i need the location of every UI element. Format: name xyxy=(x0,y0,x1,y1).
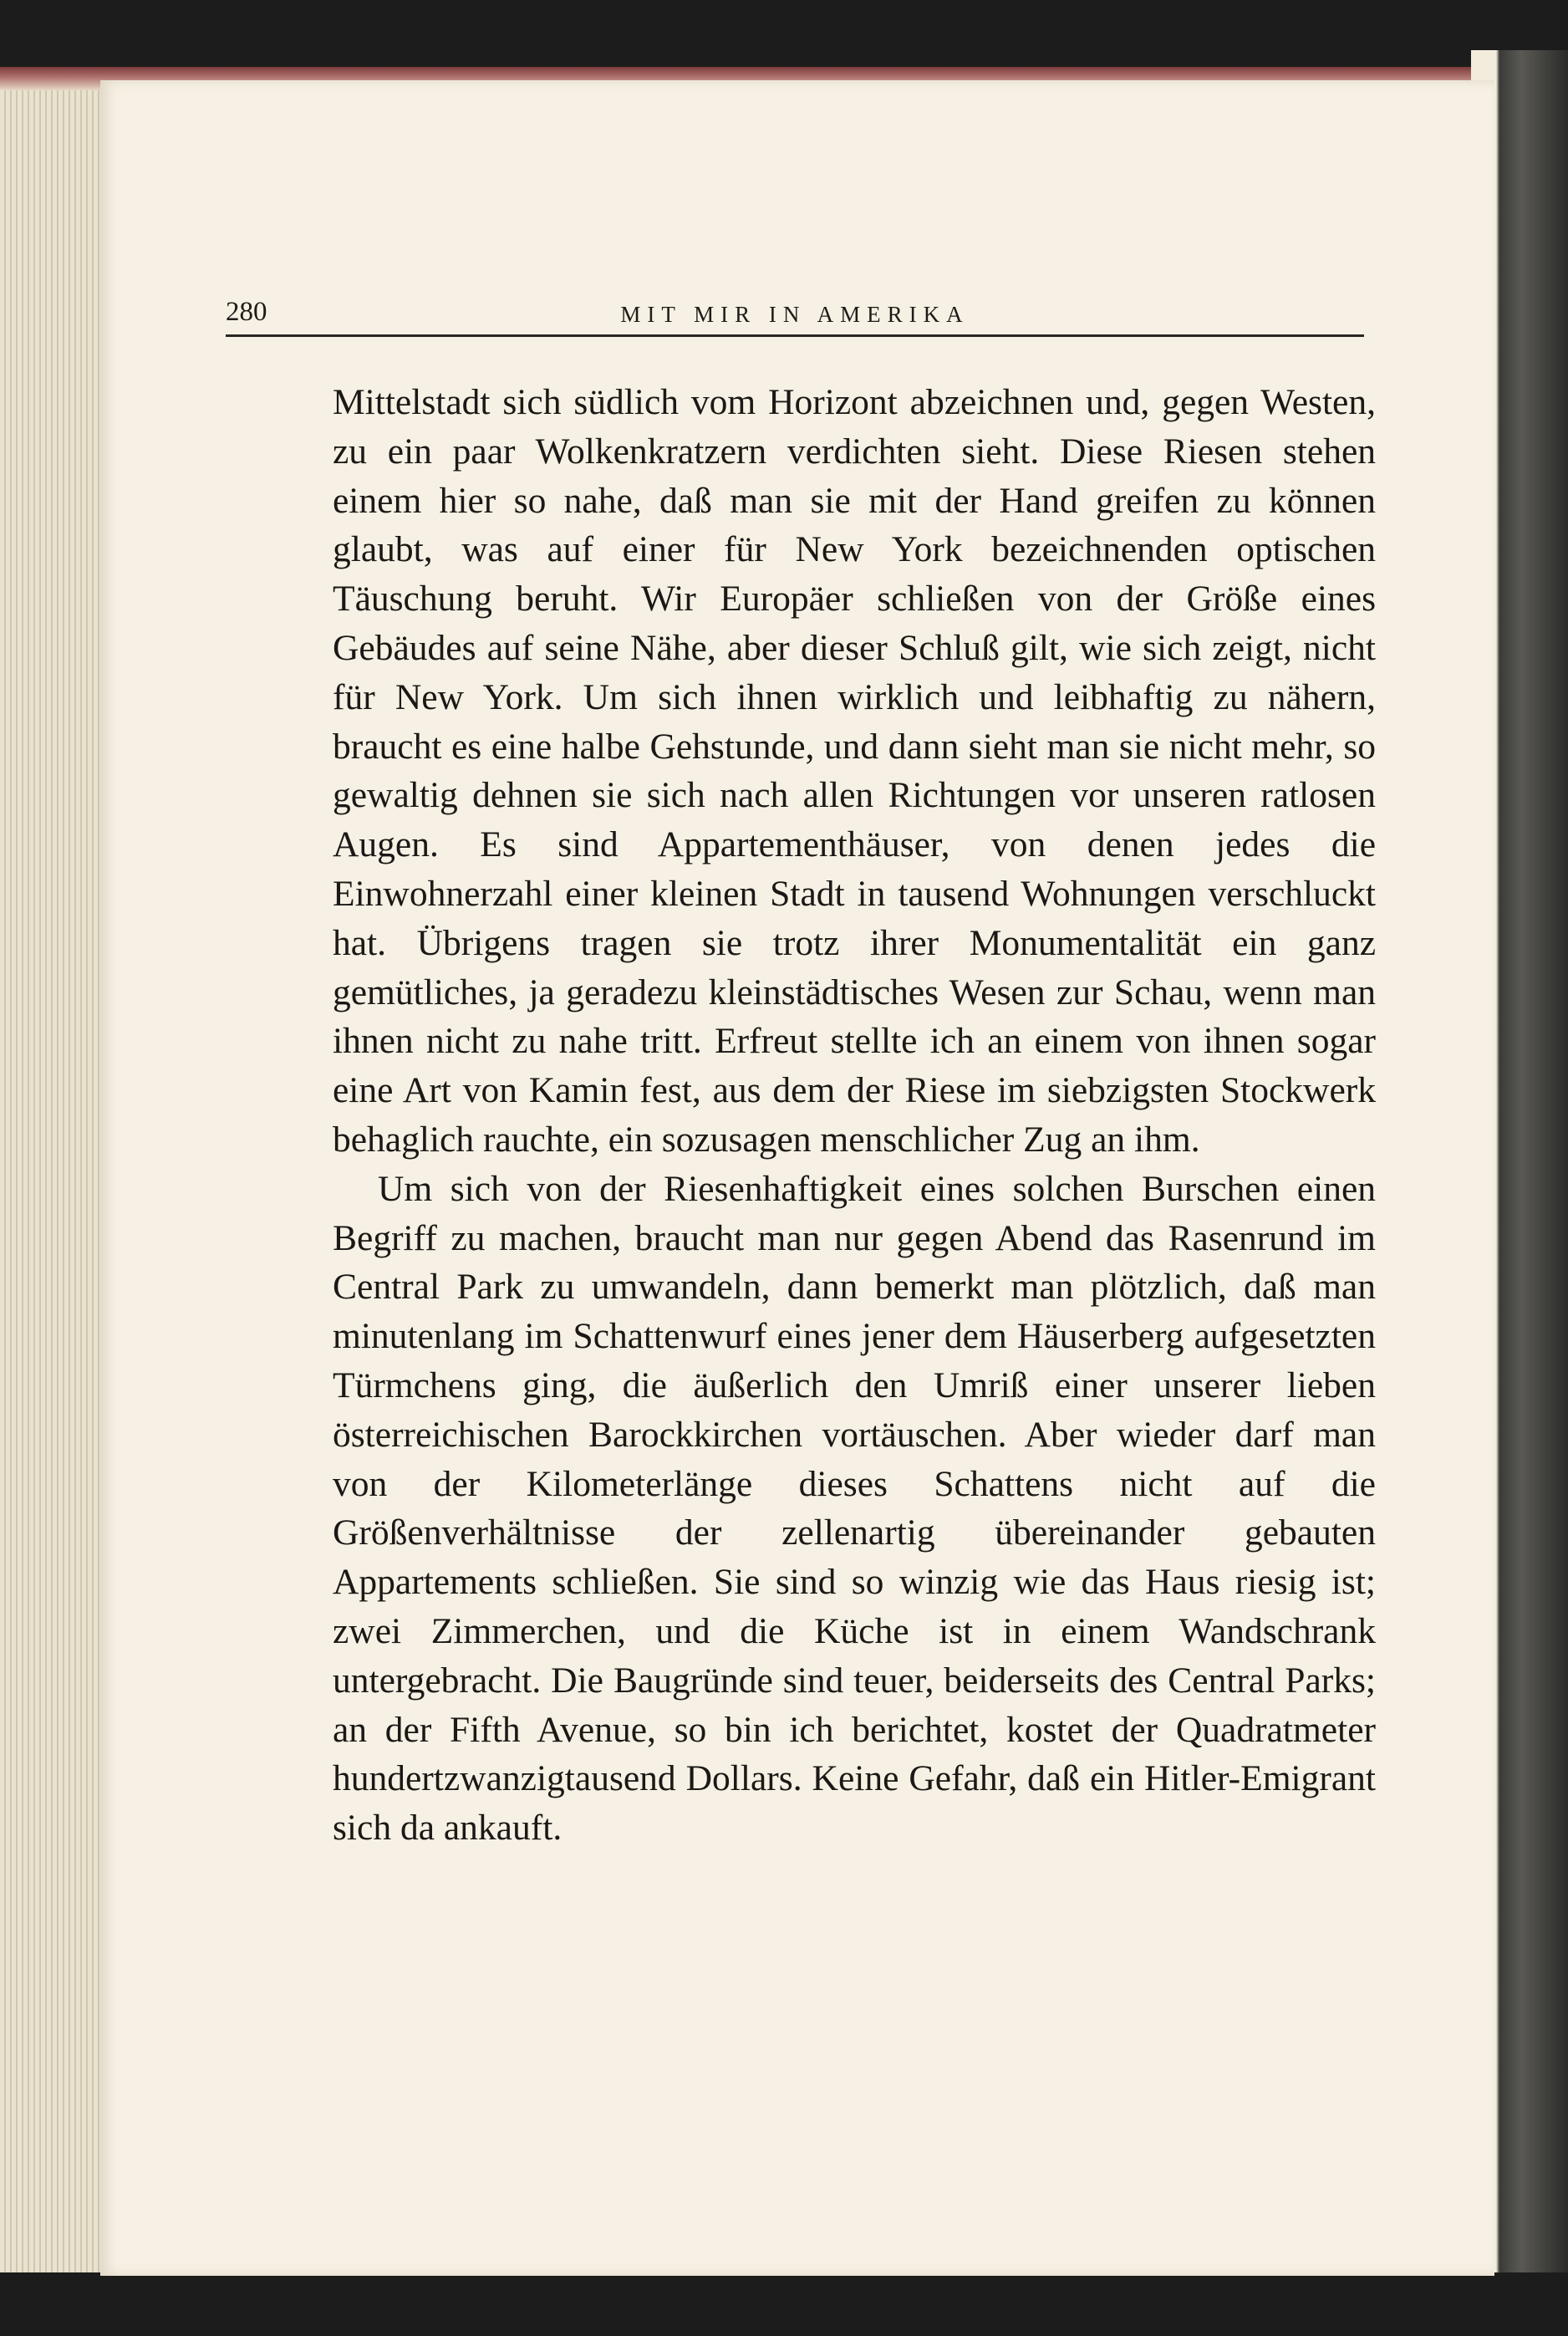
page-stack-edges xyxy=(0,67,109,2274)
book-title: MIT MIR IN AMERIKA xyxy=(620,302,970,327)
paragraph: Mittelstadt sich südlich vom Horizont abzeichnen und, gegen Westen, zu ein paar Wolkenkratzern verdichten sieht. Diese Riesen stehen einem hier so nahe, daß man sie mit der Hand greifen zu können glaubt, was auf einer für New York bezeichnenden optischen Täuschung beruht. Wir Europäer schließen von der Größe eines Gebäudes auf seine Nähe, aber dieser Schluß gilt, wie sich zeigt, nicht für New York. Um sich ihnen wirklich und leibhaftig zu nähern, braucht es eine halbe Gehstunde, und dann sieht man sie nicht mehr, so gewaltig dehnen sie sich nach allen Richtungen vor unseren ratlosen Augen. Es sind Appartementhäuser, von denen jedes die Einwohnerzahl einer kleinen Stadt in tausend Wohnungen verschluckt hat. Übrigens tragen sie trotz ihrer Monumentalität ein ganz gemütliches, ja geradezu kleinstädtisches Wesen zur Schau, wenn man ihnen nicht zu nahe tritt. Erfreut stellte ich an einem von ihnen sogar eine Art von Kamin fest, aus dem der Riese im siebzigsten Stockwerk behaglich rauchte, ein sozusagen menschlicher Zug an ihm. xyxy=(333,382,1376,1160)
body-text xyxy=(333,378,1376,1853)
running-head xyxy=(226,288,1364,337)
paragraph: Um sich von der Riesenhaftigkeit eines solchen Burschen einen Begriff zu machen, braucht man nur gegen Abend das Rasenrund im Central Park zu umwandeln, dann bemerkt man plötzlich, daß man minutenlang im Schattenwurf eines jener dem Häuserberg aufgesetzten Türmchens ging, die äußerlich den Umriß einer unserer lieben österreichischen Barockkirchen vortäuschen. Aber wieder darf man von der Kilometerlänge dieses Schattens nicht auf die Größenverhältnisse der zellenartig übereinander gebauten Appartements schließen. Sie sind so winzig wie das Haus riesig ist; zwei Zimmerchen, und die Küche ist in einem Wandschrank untergebracht. Die Baugründe sind teuer, beiderseits des Central Parks; an der Fifth Avenue, so bin ich berichtet, kostet der Quadratmeter hundertzwanzigtausend Dollars. Keine Gefahr, daß ein Hitler-Emigrant sich da ankauft. xyxy=(333,1168,1376,1849)
scan-bottom-border xyxy=(0,2272,1568,2336)
page-number: 280 xyxy=(226,297,267,327)
